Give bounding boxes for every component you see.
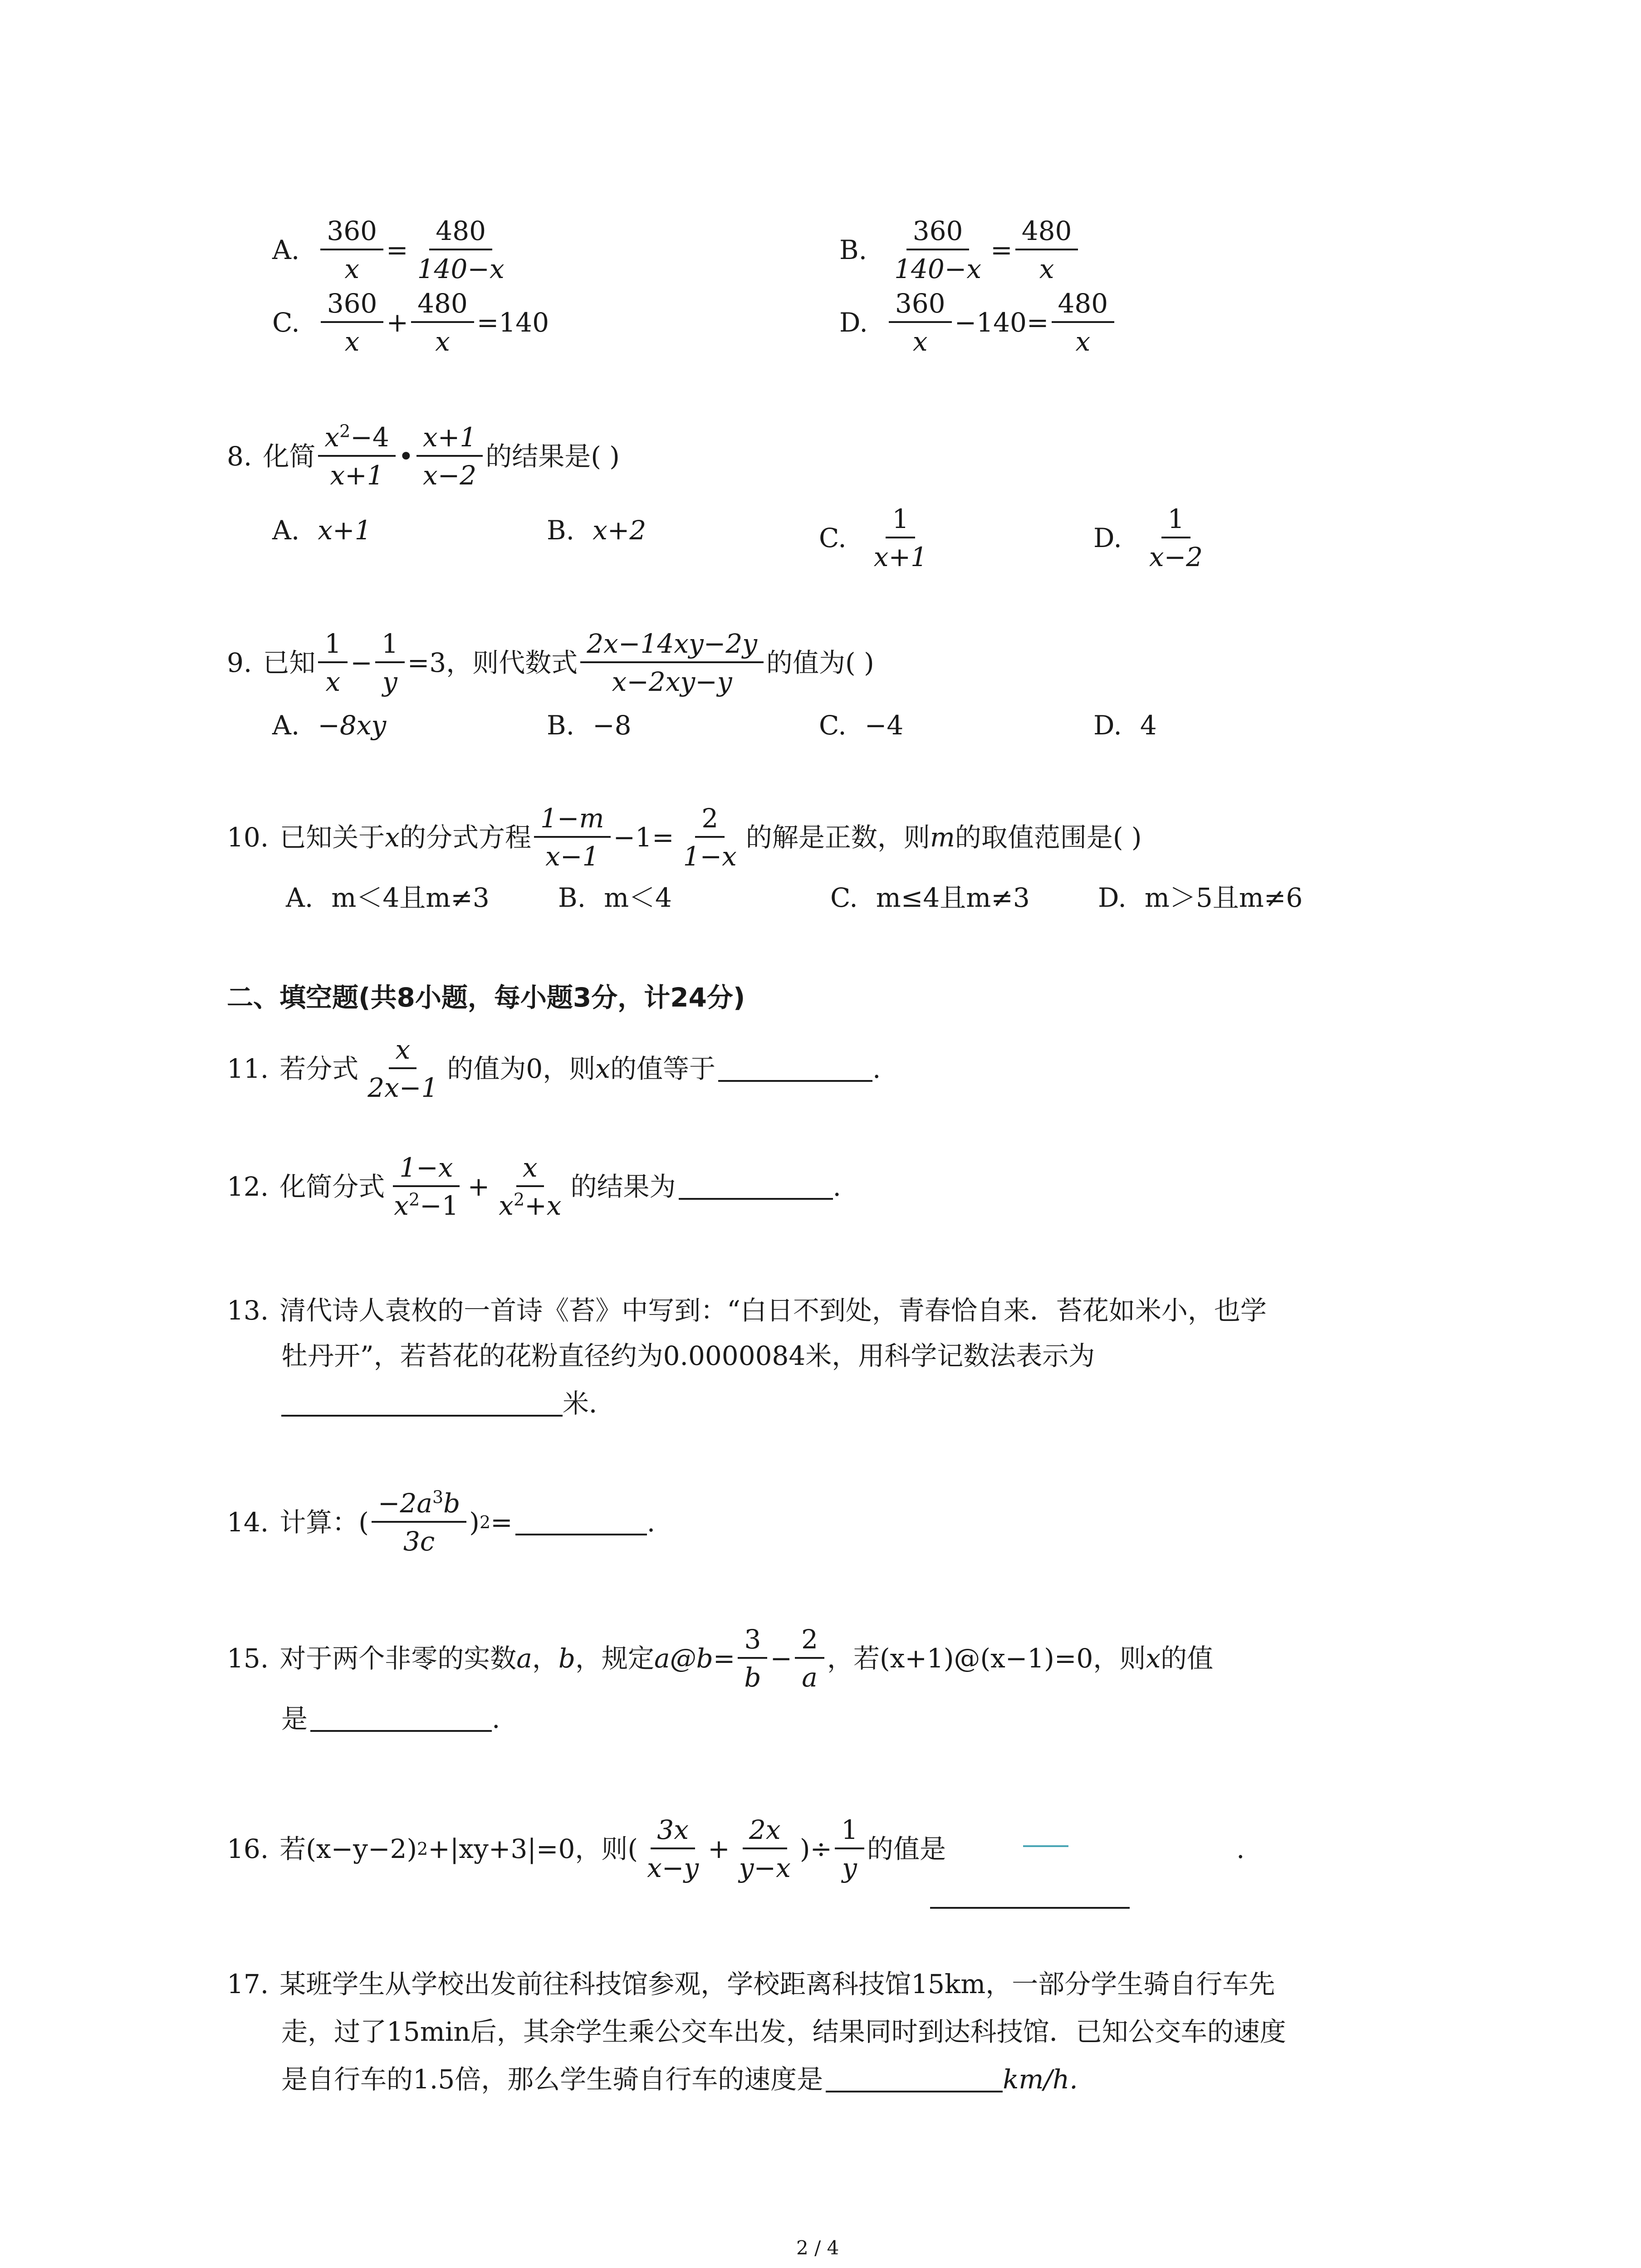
fraction: $\frac{2}{a}$ — [795, 1626, 824, 1691]
q7-option-d: D. $\frac{360}{x}$ −140= $\frac{480}{x}$ — [839, 290, 1117, 355]
fraction: $\frac{480}{x}$ — [1052, 290, 1115, 355]
fraction: $\frac{3}{b}$ — [738, 1626, 767, 1691]
q9-option-d: D. 4 — [1093, 710, 1157, 741]
q8-option-c: C. $\frac{1}{x+1}$ — [819, 506, 936, 570]
question-number: 14. — [227, 1507, 269, 1538]
fraction: $\frac{360}{x}$ — [320, 218, 383, 282]
question-15: 15. 对于两个非零的实数 a ， b ，规定 a@b= $\frac{3}{b}$ − $\frac{2}{a}$ ，若(x+1)@(x−1)=0，则 x 的值 — [227, 1624, 1214, 1693]
answer-blank[interactable] — [718, 1056, 872, 1082]
q7-option-a: A. $\frac{360}{x}$ = $\frac{480}{140-x}$ — [272, 218, 514, 282]
fraction: $\frac{1-m}{x-1}$ — [534, 805, 611, 870]
question-17-line1: 17. 某班学生从学校出发前往科技馆参观，学校距离科技馆15km，一部分学生骑自行车先 — [227, 1969, 1275, 1999]
fraction: $\frac{360}{x}$ — [321, 290, 384, 355]
answer-blank[interactable] — [679, 1173, 833, 1200]
q7-option-b: B. $\frac{360}{140-x}$ = $\frac{480}{x}$ — [839, 218, 1081, 282]
question-11: 11. 若分式 $\frac{x}{2x-1}$ 的值为0，则 x 的值等于 . — [227, 1034, 881, 1103]
fraction: $\frac{x}{2x-1}$ — [367, 1034, 438, 1103]
fraction: $\frac{360}{140-x}$ — [894, 215, 982, 284]
section-heading: 二、填空题(共8小题，每小题3分，计24分) — [227, 982, 745, 1013]
fraction: $\frac{480}{140-x}$ — [417, 215, 505, 284]
fraction: $\frac{1}{y}$ — [835, 1817, 864, 1881]
question-8: 8. 化简 $\frac{x^2-4}{x+1}$ • $\frac{x+1}{x-2}$ 的结果是( ) — [227, 421, 620, 491]
answer-blank[interactable] — [310, 1706, 492, 1732]
question-number: 9. — [227, 647, 252, 678]
q8-option-a: A. x+1 — [272, 515, 372, 546]
q10-option-d: D. m＞5且m≠6 — [1098, 882, 1303, 913]
fraction: $\frac{1}{x+1}$ — [873, 503, 927, 572]
question-17-line2: 走，过了15min后，其余学生乘公交车出发，结果同时到达科技馆．已知公交车的速度 — [281, 2016, 1286, 2047]
question-number: 8. — [227, 441, 252, 472]
fraction: $\frac{360}{x}$ — [889, 290, 952, 355]
fraction: $\frac{1}{y}$ — [375, 631, 405, 695]
q9-option-c: C. −4 — [819, 710, 904, 741]
fraction: $\frac{x+1}{x-2}$ — [416, 424, 483, 489]
question-number: 15. — [227, 1643, 269, 1674]
question-17-line3: 是自行车的1.5倍，那么学生骑自行车的速度是 km/h. — [281, 2064, 1078, 2095]
answer-blank[interactable] — [930, 1882, 1130, 1909]
fraction: $\frac{480}{x}$ — [1015, 218, 1078, 282]
question-16: 16. 若(x−y−2) 2 +|xy+3|=0，则( $\frac{3x}{x-y}$ + $\frac{2x}{y-x}$ )÷ $\frac{1}{y}$ 的值是 . — [227, 1814, 1245, 1883]
q9-option-b: B. −8 — [547, 710, 632, 741]
option-label: D. — [839, 307, 868, 338]
fraction: $\frac{-2a^3b}{3c}$ — [372, 1490, 466, 1554]
option-label: C. — [272, 307, 300, 338]
fraction: $\frac{x}{x^2+x}$ — [499, 1152, 562, 1221]
q8-option-b: B. x+2 — [547, 515, 647, 546]
fraction: $\frac{2x-14xy-2y}{x-2xy-y}$ — [580, 631, 764, 695]
question-15-line2: 是 . — [281, 1703, 500, 1734]
question-number: 11. — [227, 1053, 269, 1084]
fraction: $\frac{1}{x-2}$ — [1149, 503, 1203, 572]
answer-blank[interactable] — [826, 2066, 1003, 2092]
answer-blank[interactable] — [281, 1390, 563, 1417]
answer-mark — [1023, 1845, 1068, 1847]
option-label: B. — [839, 235, 867, 265]
q7-option-c: C. $\frac{360}{x}$ + $\frac{480}{x}$ =140 — [272, 288, 549, 357]
question-10: 10. 已知关于 x 的分式方程 $\frac{1-m}{x-1}$ −1= $\frac{2}{1-x}$ 的解是正数，则 m 的取值范围是( ) — [227, 803, 1142, 872]
page-number: 2 / 4 — [796, 2237, 839, 2259]
fraction: $\frac{3x}{x-y}$ — [647, 1814, 699, 1883]
question-number: 13. — [227, 1295, 269, 1326]
fraction: $\frac{1-x}{x^2-1}$ — [394, 1152, 459, 1221]
q10-option-a: A. m＜4且m≠3 — [286, 882, 490, 913]
question-13-line3: 米． — [281, 1390, 615, 1417]
question-number: 10. — [227, 822, 269, 853]
q10-option-b: B. m＜4 — [558, 882, 672, 913]
fraction: $\frac{1}{x}$ — [318, 631, 348, 695]
fraction: $\frac{480}{x}$ — [411, 290, 474, 355]
question-13-line2: 牡丹开”，若苔花的花粉直径约为0.0000084米，用科学记数法表示为 — [281, 1340, 1095, 1371]
question-9: 9. 已知 $\frac{1}{x}$ − $\frac{1}{y}$ =3，则代数式 $\frac{2x-14xy-2y}{x-2xy-y}$ 的值为( ) — [227, 628, 874, 697]
q10-option-c: C. m≤4且m≠3 — [830, 882, 1030, 913]
question-13-line1: 13. 清代诗人袁枚的一首诗《苔》中写到：“白日不到处，青春恰自来．苔花如米小，也学 — [227, 1295, 1267, 1326]
option-label: A. — [272, 235, 300, 265]
q8-option-d: D. $\frac{1}{x-2}$ — [1093, 506, 1212, 570]
fraction: $\frac{x^2-4}{x+1}$ — [318, 424, 395, 489]
fraction: $\frac{2x}{y-x}$ — [739, 1814, 791, 1883]
q9-option-a: A. −8xy — [272, 710, 387, 741]
fraction: $\frac{2}{1-x}$ — [683, 803, 737, 872]
question-number: 16. — [227, 1833, 269, 1864]
question-number: 17. — [227, 1969, 269, 1999]
question-number: 12. — [227, 1171, 269, 1202]
question-14: 14. 计算：( $\frac{-2a^3b}{3c}$ ) 2 = . — [227, 1487, 656, 1557]
question-12: 12. 化简分式 $\frac{1-x}{x^2-1}$ + $\frac{x}{x^2+x}$ 的结果为 . — [227, 1152, 841, 1221]
answer-blank[interactable] — [515, 1509, 647, 1535]
